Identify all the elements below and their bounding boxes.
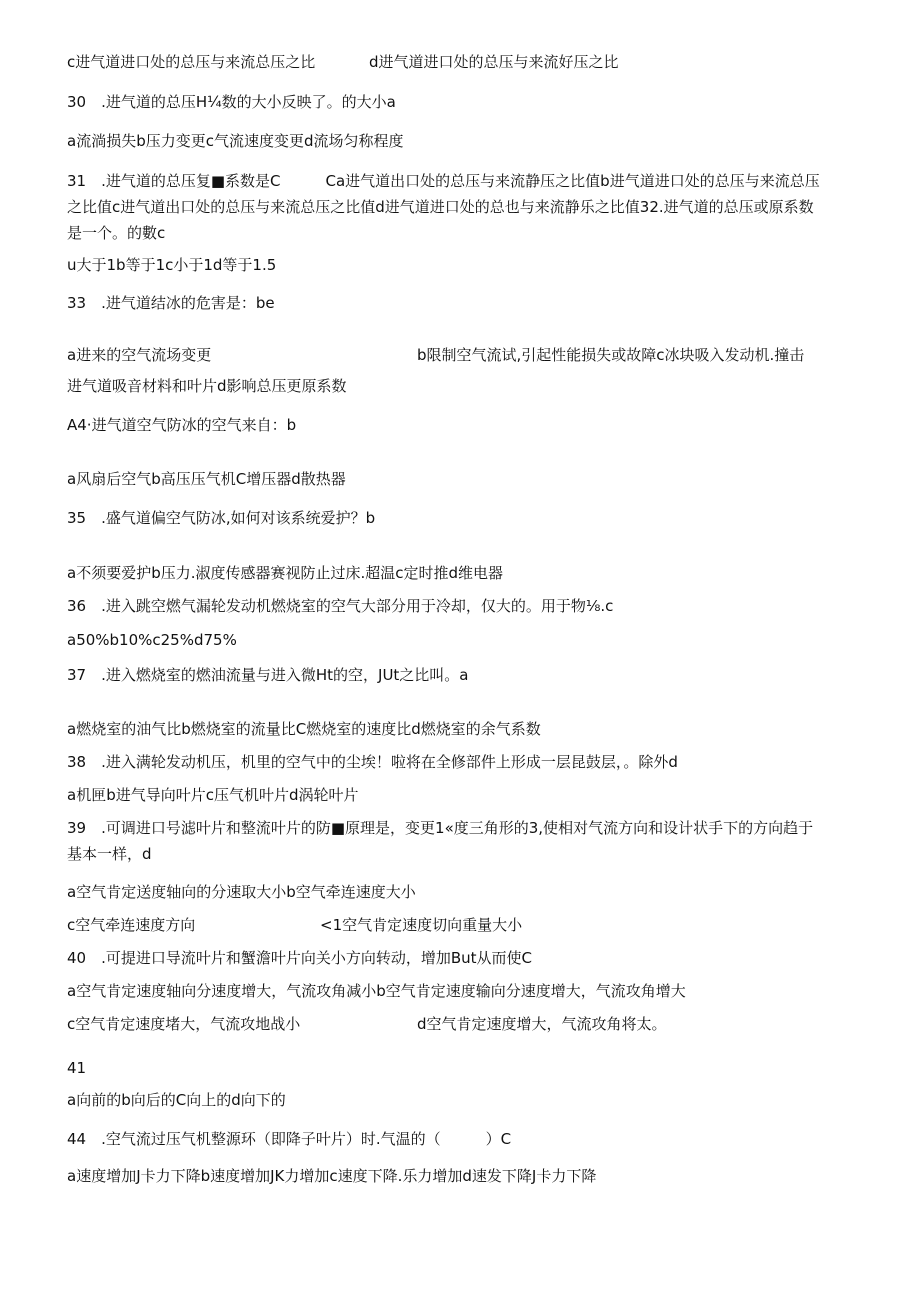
option-line-c: c进气道进口处的总压与来流总压之比 <box>67 53 316 71</box>
question-39-option-c: c空气牵连速度方向 <box>67 916 196 934</box>
question-31-32: 31 .进气道的总压复■系数是C Ca进气道出口处的总压与来流静压之比值b进气道进口处的总压与来流总压之比值c进气道出口处的总压与来流总压之比值d进气道进口处的总也与来流静乐之比值32.进气道的总压或原系数是一个。的數c <box>67 172 820 242</box>
question-33-option-cont: 进气道吸音材料和叶片d影响总压更原系数 <box>67 377 347 395</box>
question-32-options: u大于1b等于1c小于1d等于1.5 <box>67 256 277 274</box>
question-39-option-d: <1空气肯定速度切向重量大小 <box>320 916 523 934</box>
question-40-option-c: c空气肯定速度堵大，气流攻地战小 <box>67 1015 301 1033</box>
question-35: 35 .盛气道偏空气防冰,如何对该系统爱护？b <box>67 509 376 527</box>
question-40-option-d: d空气肯定速度增大，气流攻角将太。 <box>417 1015 667 1033</box>
question-44: 44 .空气流过压气机整源环（即降子叶片）时.气温的（ ）C <box>67 1130 512 1148</box>
question-33-option-b: b限制空气流试,引起性能损失或故障c冰块吸入发动机.撞击 <box>417 346 805 364</box>
question-35-options: a不须要爱护b压力.淑度传感器赛视防止过床.超温c定时推d维电器 <box>67 564 504 582</box>
question-34: A4·进气道空气防冰的空气来自：b <box>67 416 297 434</box>
option-line-d: d进气道进口处的总压与来流好压之比 <box>369 53 619 71</box>
question-34-options: a风扇后空气b高压压气机C增压器d散热器 <box>67 470 346 488</box>
question-33: 33 .进气道结冰的危害是：be <box>67 294 275 312</box>
question-44-options: a速度增加J卡力下降b速度增加JK力增加c速度下降.乐力增加d速发下降J卡力下降 <box>67 1167 597 1185</box>
question-37-options: a燃烧室的油气比b燃烧室的流量比C燃烧室的速度比d燃烧室的余气系数 <box>67 720 541 738</box>
question-36: 36 .进入跳空燃气漏轮发动机燃烧室的空气大部分用于冷却，仅大的。用于物⅛.c <box>67 597 614 615</box>
question-40-options-ab: a空气肯定速度轴向分速度增大，气流攻角减小b空气肯定速度输向分速度增大，气流攻角增大 <box>67 982 686 1000</box>
question-41: 41 <box>67 1059 87 1077</box>
question-30-options: a流淌损失b压力变更c气流速度变更d流场匀称程度 <box>67 132 404 150</box>
question-41-options: a向前的b向后的C向上的d向下的 <box>67 1091 286 1109</box>
question-37: 37 .进入燃烧室的燃油流量与进入微Ht的空，JUt之比叫。a <box>67 666 469 684</box>
question-38-options: a机匣b进气导向叶片c压气机叶片d涡轮叶片 <box>67 786 359 804</box>
question-40: 40 .可提进口导流叶片和蟹澹叶片向关小方向转动，增加But从而使C <box>67 949 533 967</box>
question-38: 38 .进入满轮发动机压，机里的空气中的尘埃！啦将在全修部件上形成一层昆鼓层，。除外d <box>67 753 678 771</box>
question-36-options: a50%b10%c25%d75% <box>67 631 237 649</box>
question-39-options-ab: a空气肯定送度轴向的分速取大小b空气牵连速度大小 <box>67 883 416 901</box>
question-39: 39 .可调进口号滤叶片和整流叶片的防■原理是，变更1«度三角形的3,使相对气流方向和设计状手下的方向趋于基本一样，d <box>67 819 814 863</box>
question-30: 30 .进气道的总压H¼数的大小反映了。的大小a <box>67 93 396 111</box>
question-33-option-a: a进来的空气流场变更 <box>67 346 212 364</box>
